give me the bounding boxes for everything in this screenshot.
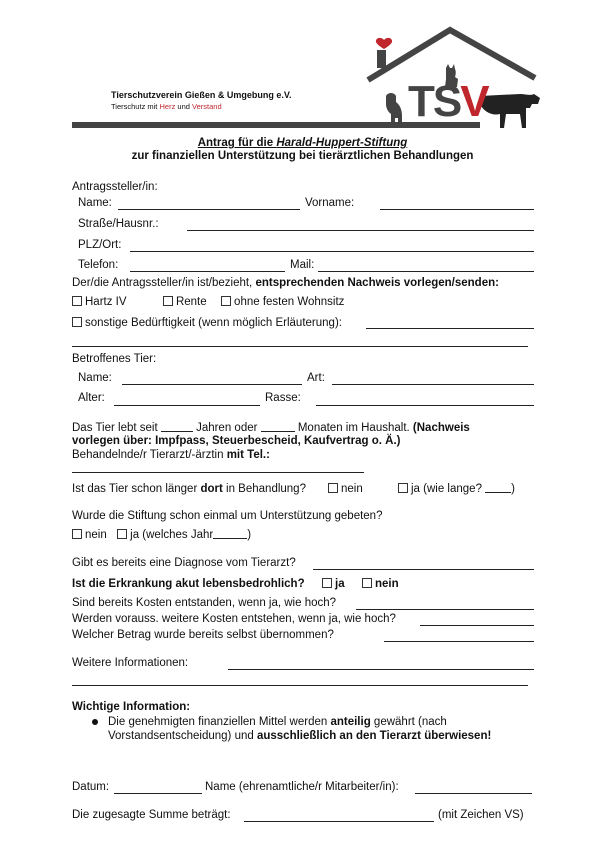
alter-field[interactable] [114,405,260,406]
q6-field[interactable] [420,625,534,626]
q1-duration-field[interactable] [485,482,511,493]
name-label: Name: [78,197,112,209]
q7-text: Welcher Betrag wurde bereits selbst übernommen? [72,629,334,641]
plz-field[interactable] [130,251,534,252]
q4-text: Ist die Erkrankung akut lebensbedrohlich? [72,578,305,590]
logo-graphic [0,0,605,135]
household-line-2: vorlegen über: Impfpass, Steuerbescheid, Kaufvertrag o. Ä.) [72,435,401,447]
telefon-label: Telefon: [78,259,119,271]
q2-options: nein ja (welches Jahr ) [72,528,251,542]
mail-label: Mail: [290,259,315,271]
q8-field[interactable] [228,669,534,670]
logo-text: TSV [408,77,488,126]
rente-checkbox[interactable]: Rente [163,296,207,308]
sonstige-field-2[interactable] [72,346,528,347]
proof-options [72,295,344,309]
rasse-field[interactable] [316,405,534,406]
mail-field[interactable] [318,271,534,272]
sonstige-field[interactable] [366,328,534,329]
q5-field[interactable] [356,609,534,610]
q3-field[interactable] [313,569,534,570]
plz-label: PLZ/Ort: [78,239,122,251]
q2-text: Wurde die Stiftung schon einmal um Unterstützung gebeten? [72,510,383,522]
animal-name-field[interactable] [122,384,302,385]
q2-ja-checkbox[interactable]: ja (welches Jahr [117,529,213,541]
q4-ja-checkbox[interactable]: ja [322,577,345,591]
q7-field[interactable] [384,641,534,642]
q1-ja-checkbox[interactable]: ja (wie lange? ) [398,482,515,496]
vorname-field[interactable] [380,209,534,210]
vorname-label: Vorname: [305,197,355,209]
datum-label: Datum: [72,781,110,793]
sonstige-checkbox[interactable]: sonstige Bedürftigkeit (wenn möglich Erläuterung): [72,316,342,330]
mitarbeiter-label: Name (ehrenamtliche/r Mitarbeiter/in): [205,781,399,793]
mitarbeiter-field[interactable] [415,793,532,794]
art-label: Art: [307,372,325,384]
animal-heading: Betroffenes Tier: [72,353,157,365]
household-line-1: Das Tier lebt seit Jahren oder Monaten im Haushalt. (Nachweis [72,422,470,434]
form-subtitle: zur finanziellen Unterstützung bei tierärztlichen Behandlungen [131,150,474,162]
cow-icon [480,94,540,128]
q2-nein-checkbox[interactable]: nein [72,529,107,541]
wohnsitz-checkbox[interactable]: ohne festen Wohnsitz [221,296,344,308]
q5-text: Sind bereits Kosten entstanden, wenn ja, wie hoch? [72,597,337,609]
art-field[interactable] [332,384,534,385]
name-field[interactable] [118,209,300,210]
q3-text: Gibt es bereits eine Diagnose vom Tierarzt? [72,557,296,569]
form-title: Antrag für die Harald-Huppert-Stiftung [197,137,408,149]
q1-text: Ist das Tier schon länger dort in Behandlung? [72,483,306,495]
datum-field[interactable] [114,793,202,794]
proof-text: Der/die Antragssteller/in ist/bezieht, entsprechenden Nachweis vorlegen/senden: [72,277,499,289]
q2-year-field[interactable] [213,528,247,539]
bullet-icon [92,719,98,725]
summe-label: Die zugesagte Summe beträgt: [72,809,231,821]
animal-name-label: Name: [78,372,112,384]
q1-nein-checkbox[interactable]: nein [328,482,363,496]
q8-text: Weitere Informationen: [72,657,189,669]
hartz-checkbox[interactable]: Hartz IV [72,296,127,308]
info-bullet-line-1: Die genehmigten finanziellen Mittel werden anteilig gewährt (nach [108,716,447,728]
dog-icon [386,93,402,126]
alter-label: Alter: [78,392,105,404]
strasse-field[interactable] [187,230,534,231]
months-field[interactable] [261,421,295,432]
vet-field[interactable] [72,472,364,473]
zeichen-label: (mit Zeichen VS) [438,809,524,821]
heart-icon [376,38,392,49]
org-tagline: Tierschutz mit Herz und Verstand [111,102,222,111]
q8-field-2[interactable] [72,685,528,686]
vet-label: Behandelnde/r Tierarzt/-ärztin mit Tel.: [72,449,270,461]
applicant-heading: Antragssteller/in: [72,181,158,193]
years-field[interactable] [161,421,193,432]
strasse-label: Straße/Hausnr.: [78,218,159,230]
rasse-label: Rasse: [265,392,301,404]
q4-nein-checkbox[interactable]: nein [362,577,399,591]
org-name: Tierschutzverein Gießen & Umgebung e.V. [111,90,292,100]
info-heading: Wichtige Information: [72,701,191,713]
summe-field[interactable] [244,821,434,822]
info-bullet-line-2: Vorstandsentscheidung) und ausschließlich an den Tierarzt überwiesen! [108,730,492,742]
telefon-field[interactable] [130,271,285,272]
q6-text: Werden vorauss. weitere Kosten entstehen, wenn ja, wie hoch? [72,613,396,625]
